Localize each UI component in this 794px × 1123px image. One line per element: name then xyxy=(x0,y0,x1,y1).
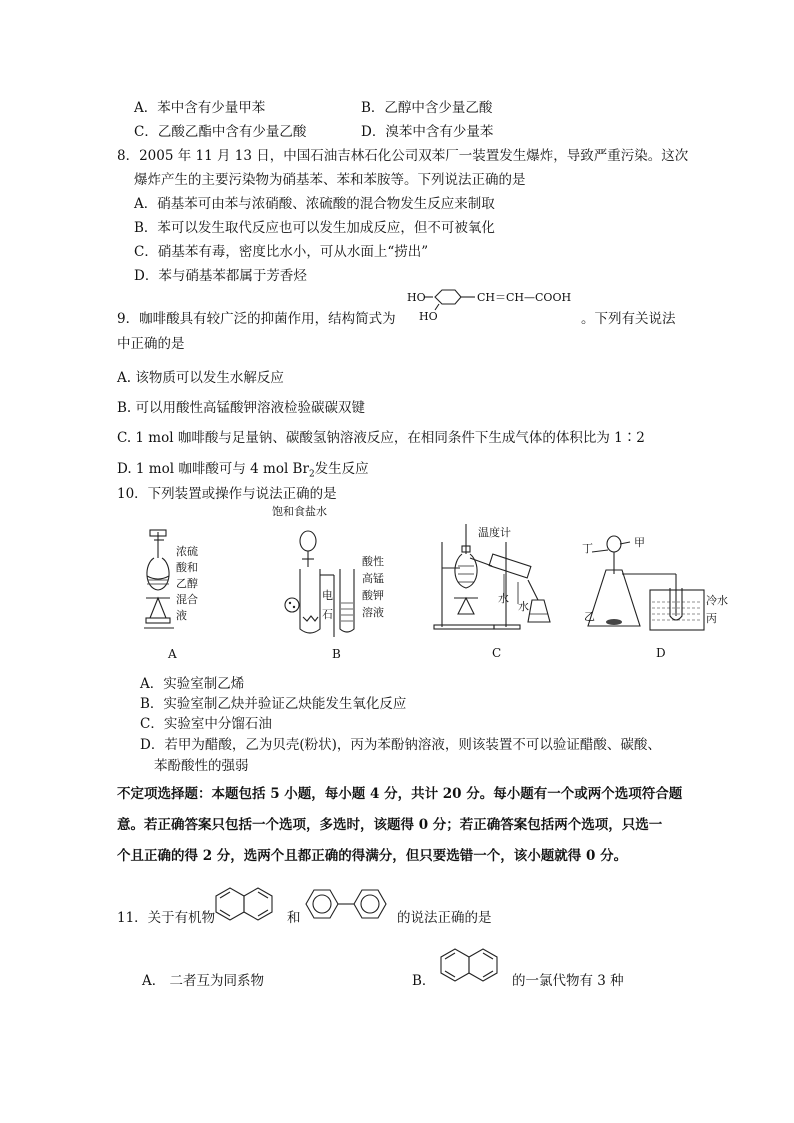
apparatus-b xyxy=(270,505,384,665)
label-b-tube-1: 酸性 xyxy=(362,555,384,568)
label-a-1: 浓硫 xyxy=(176,545,198,558)
q10-option-d-line1: D．若甲为醋酸，乙为贝壳(粉状)，丙为苯酚钠溶液，则该装置不可以验证醋酸、碳酸、 xyxy=(140,737,661,753)
distillation-apparatus-icon xyxy=(432,522,562,632)
caption-a: A xyxy=(168,647,177,661)
q9-option-b: B. 可以用酸性高锰酸钾溶液检验碳碳双键 xyxy=(117,400,366,416)
label-a-4: 混合 xyxy=(176,593,198,606)
q9-option-d-text: D. 1 mol 咖啡酸可与 4 mol Br xyxy=(117,461,309,477)
q11-stem-post: 的说法正确的是 xyxy=(397,910,492,926)
apparatus-a xyxy=(140,528,220,663)
q9-option-d-subscript: 2 xyxy=(308,469,315,480)
label-b-tube-2: 高锰 xyxy=(362,572,384,585)
q9-stem-line3: 中正确的是 xyxy=(117,336,185,352)
q10-option-c: C．实验室中分馏石油 xyxy=(140,716,272,732)
label-d-ding: 丁 xyxy=(582,542,593,555)
q7-option-b: B．乙醇中含少量乙酸 xyxy=(361,100,493,116)
q8-option-b: B．苯可以发生取代反应也可以发生加成反应，但不可被氧化 xyxy=(134,220,495,236)
q7-option-a: A．苯中含有少量甲苯 xyxy=(134,100,266,116)
caption-d: D xyxy=(656,646,666,660)
q9-option-d-tail: 发生反应 xyxy=(314,461,369,477)
section-instructions-line3: 个且正确的得 2 分，选两个且都正确的得满分，但只要选错一个，该小题就得 0 分。 xyxy=(117,848,628,864)
biphenyl-icon xyxy=(302,884,394,924)
label-d-yi: 乙 xyxy=(584,610,595,623)
q10-option-d-line2: 苯酚酸性的强弱 xyxy=(154,758,249,774)
structure-ho-bottom: HO xyxy=(419,310,438,323)
naphthalene-icon-option-b xyxy=(437,945,509,985)
label-c-water-1: 水 xyxy=(498,592,509,605)
q7-option-d: D．溴苯中含有少量苯 xyxy=(361,124,494,140)
q11-stem-pre: 11．关于有机物 xyxy=(117,910,216,926)
label-b-top: 饱和食盐水 xyxy=(272,505,327,518)
label-d-lengshui: 冷水 xyxy=(706,594,728,607)
caption-b: B xyxy=(332,647,341,661)
structure-side-chain: CH＝CH—COOH xyxy=(477,291,572,304)
label-d-bing: 丙 xyxy=(706,612,717,625)
label-b-stone-1: 电 xyxy=(322,589,333,602)
caption-c: C xyxy=(492,646,502,660)
apparatus-d xyxy=(582,530,742,665)
label-c-water-2: 水 xyxy=(518,600,529,613)
acidity-apparatus-icon xyxy=(582,530,742,640)
q11-option-b-post: 的一氯代物有 3 种 xyxy=(512,973,624,989)
q11-option-a: A． 二者互为同系物 xyxy=(142,973,265,989)
section-instructions-line1: 不定项选择题：本题包括 5 小题，每小题 4 分，共计 20 分。每小题有一个或两个选项符合题 xyxy=(117,786,683,802)
caffeic-acid-structure xyxy=(405,288,585,328)
label-a-5: 液 xyxy=(176,609,187,622)
q7-option-c: C．乙酸乙酯中含有少量乙酸 xyxy=(134,124,307,140)
structure-ho-top: HO xyxy=(407,291,426,304)
q11-stem-and: 和 xyxy=(287,910,301,926)
q10-option-a: A．实验室制乙烯 xyxy=(140,676,245,692)
label-b-tube-4: 溶液 xyxy=(362,606,384,619)
label-a-2: 酸和 xyxy=(176,561,198,574)
label-b-tube-3: 酸钾 xyxy=(362,589,384,602)
q9-stem-line1: 9．咖啡酸具有较广泛的抑菌作用，结构简式为 xyxy=(117,311,396,327)
q8-option-a: A．硝基苯可由苯与浓硝酸、浓硫酸的混合物发生反应来制取 xyxy=(134,196,495,212)
label-d-jia: 甲 xyxy=(634,536,645,549)
q8-option-c: C．硝基苯有毒，密度比水小，可从水面上“捞出” xyxy=(134,244,429,260)
label-c-thermometer: 温度计 xyxy=(478,526,511,539)
label-a-3: 乙醇 xyxy=(176,577,198,590)
q9-option-d xyxy=(117,460,369,484)
q8-stem-line1: 8．2005 年 11 月 13 日，中国石油吉林石化公司双苯厂一装置发生爆炸，导致严重污染。这次 xyxy=(117,148,689,164)
q9-stem-line2: 。下列有关说法 xyxy=(581,311,676,327)
q10-option-b: B．实验室制乙炔并验证乙炔能发生氧化反应 xyxy=(140,696,407,712)
apparatus-c xyxy=(432,522,562,665)
q11-option-b-pre: B． xyxy=(412,973,436,989)
label-b-stone-2: 石 xyxy=(322,608,333,621)
q9-option-c: C. 1 mol 咖啡酸与足量钠、碳酸氢钠溶液反应，在相同条件下生成气体的体积比为 1∶2 xyxy=(117,430,645,446)
q8-option-d: D．苯与硝基苯都属于芳香烃 xyxy=(134,268,307,284)
q10-stem: 10．下列装置或操作与说法正确的是 xyxy=(117,486,337,502)
acetylene-apparatus-icon xyxy=(270,517,380,657)
naphthalene-icon xyxy=(212,884,284,924)
section-instructions-line2: 意。若正确答案只包括一个选项，多选时，该题得 0 分；若正确答案包括两个选项，只选一 xyxy=(117,817,663,833)
q9-option-a: A. 该物质可以发生水解反应 xyxy=(117,370,284,386)
q8-stem-line2: 爆炸产生的主要污染物为硝基苯、苯和苯胺等。下列说法正确的是 xyxy=(134,172,526,188)
